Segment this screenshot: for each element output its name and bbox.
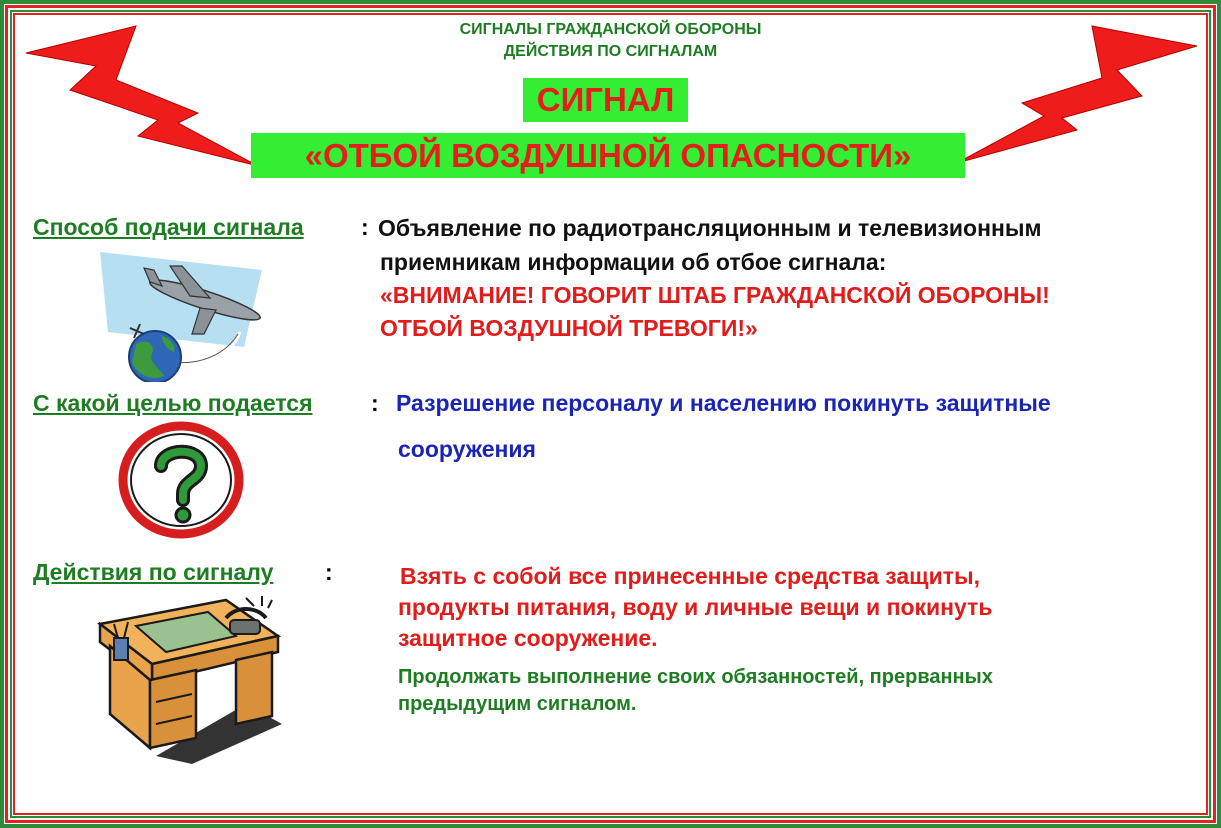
question-mark-icon	[117, 418, 245, 543]
header-line-2: ДЕЙСТВИЯ ПО СИГНАЛАМ	[503, 43, 718, 60]
purpose-colon: :	[371, 390, 379, 416]
purpose-text-line-1: Разрешение персоналу и населению покинуть защитные	[396, 390, 1051, 416]
actions-text-line-3: защитное сооружение.	[398, 625, 658, 651]
header-line-1: СИГНАЛЫ ГРАЖДАНСКОЙ ОБОРОНЫ	[459, 21, 762, 38]
lightning-bolt-left-icon	[18, 18, 263, 168]
actions-label: Действия по сигналу	[33, 559, 274, 585]
method-quote-line-1: «ВНИМАНИЕ! ГОВОРИТ ШТАБ ГРАЖДАНСКОЙ ОБОРОНЫ!	[380, 282, 1050, 308]
actions-colon: :	[325, 559, 333, 585]
method-text-line-2: приемникам информации об отбое сигнала:	[380, 249, 887, 275]
method-label: Способ подачи сигнала	[33, 214, 304, 240]
actions-note-line-1: Продолжать выполнение своих обязанностей, прерванных	[398, 666, 993, 688]
actions-note-line-2: предыдущим сигналом.	[398, 693, 637, 715]
signal-name: «ОТБОЙ ВОЗДУШНОЙ ОПАСНОСТИ»	[251, 133, 965, 178]
signal-label: СИГНАЛ	[523, 78, 688, 122]
actions-text-line-1: Взять с собой все принесенные средства защиты,	[400, 563, 981, 589]
airplane-globe-icon	[100, 252, 270, 382]
method-colon: :	[361, 214, 369, 240]
method-quote-line-2: ОТБОЙ ВОЗДУШНОЙ ТРЕВОГИ!»	[380, 315, 758, 341]
purpose-text-line-2: сооружения	[398, 436, 536, 462]
purpose-label: С какой целью подается	[33, 390, 313, 416]
office-desk-icon	[96, 596, 286, 766]
lightning-bolt-right-icon	[952, 18, 1202, 168]
method-text-line-1: Объявление по радиотрансляционным и телевизионным	[378, 215, 1042, 241]
actions-text-line-2: продукты питания, воду и личные вещи и покинуть	[398, 594, 993, 620]
